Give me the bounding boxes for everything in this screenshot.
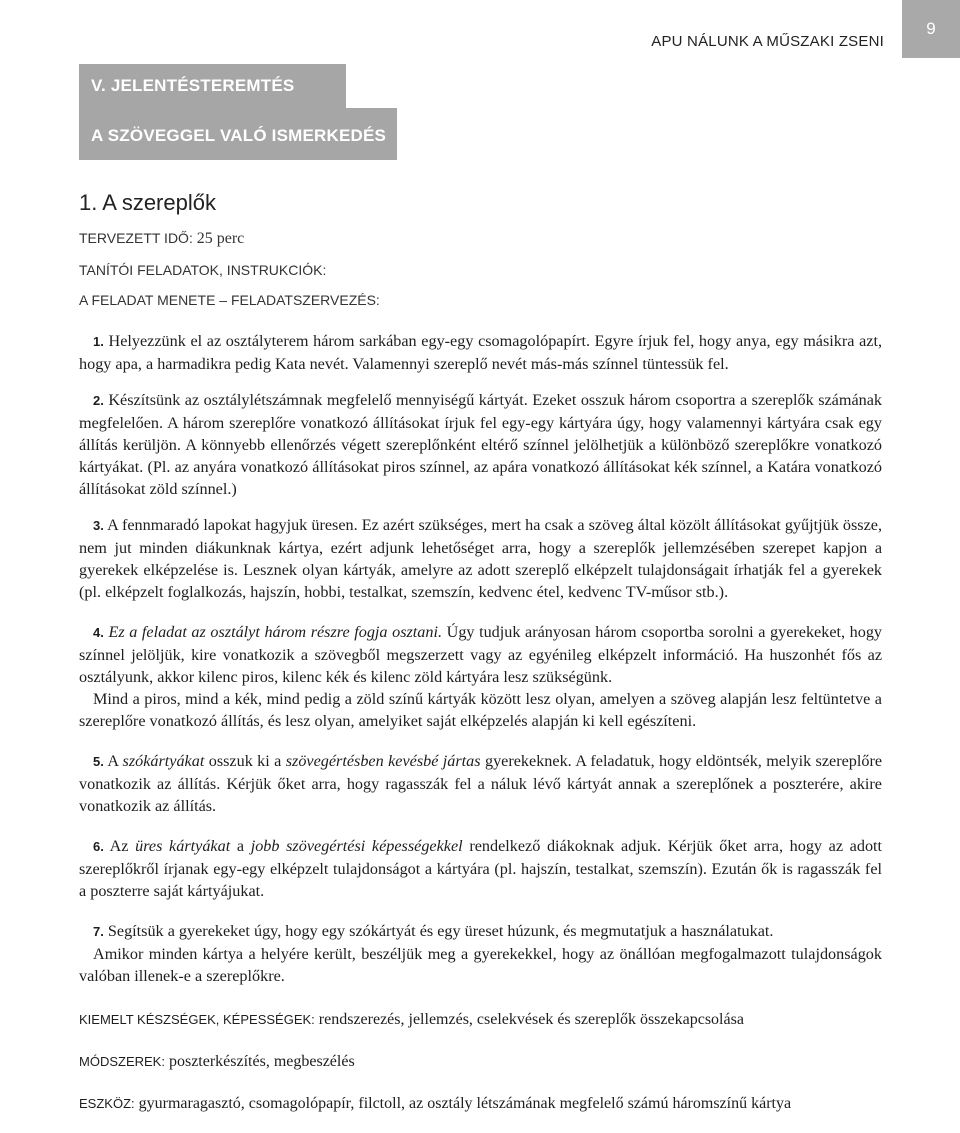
- process-label: A FELADAT MENETE – FELADATSZERVEZÉS:: [79, 292, 380, 308]
- step-7-continuation: Amikor minden kártya a helyére került, beszéljük meg a gyerekekkel, hogy az önállóan megfogalmazott tulajdonságok valóban illenek-e a szereplőkre.: [79, 945, 882, 985]
- step-number: 7.: [93, 924, 104, 939]
- methods-line: [79, 1053, 882, 1071]
- page-number: 9: [902, 0, 960, 58]
- step-text: Az: [109, 837, 129, 855]
- step-emphasis: üres kártyákat: [135, 837, 231, 855]
- step-text: Helyezzünk el az osztályterem három sarkában egy-egy csomagolópapírt. Egyre írjuk fel, hogy anya, egy másikra azt, hogy apa, a harmadikra pedig Kata nevét. Valamennyi szereplő nevét más-más színnel tüntessük fel.: [79, 332, 883, 373]
- section-banner: A SZÖVEGGEL VALÓ ISMERKEDÉS: [79, 108, 397, 160]
- step-text: A fennmaradó lapokat hagyjuk üresen. Ez azért szükséges, mert ha csak a szöveg által közölt állításokat gyűjtjük össze, nem jut minden diákunknak kártya, ezért adjunk lehetőséget arra, hogy a szereplők jellemzésében szerepet kapjon a gyerekek elképzelése is. Lesznek olyan kártyák, amelyre az adott szereplő elképzelt tulajdonságait írhatják fel a gyerekek (pl. elképzelt foglalkozás, hajszín, hobbi, testalkat, szemszín, kedvenc étel, kedvenc TV-műsor stb.).: [79, 516, 883, 601]
- step-emphasis: szókártyákat: [122, 752, 205, 770]
- step-number: 6.: [93, 839, 104, 854]
- step-text: A: [107, 752, 119, 770]
- step-text: gyerekeknek. A feladatuk, hogy eldöntsék, melyik szereplőre vonatkozik az állítás. Kérjük őket arra, hogy ragasszák fel a náluk lévő kártyát annak a szereplőnek a poszterére, akire vonatkozik az állítás.: [79, 752, 883, 815]
- tasks-label: TANÍTÓI FELADATOK, INSTRUKCIÓK:: [79, 262, 327, 278]
- chapter-banner: V. JELENTÉSTEREMTÉS: [79, 64, 346, 108]
- methods-value: poszterkészítés, megbeszélés: [168, 1053, 355, 1070]
- methods-label: MÓDSZEREK:: [79, 1054, 165, 1069]
- step-text: a: [236, 837, 245, 855]
- step-text: Készítsünk az osztálylétszámnak megfelelő mennyiségű kártyát. Ezeket osszuk három csoportra a szereplők számának megfelelően. A három szereplőre vonatkozó állításokat írjuk fel egy-egy kártyára úgy, hogy valamennyi kártyára csak egy állítás kerüljön. A könnyebb ellenőrzés végett szereplőnként eltérő színnel jelölhetjük a különböző szereplőkre vonatkozó kártyákat. (Pl. az anyára vonatkozó állításokat piros színnel, az apára vonatkozó állításokat kék színnel, a Katára vonatkozó állításokat zöld színnel.): [79, 391, 883, 498]
- tools-value: gyurmaragasztó, csomagolópapír, filctoll, az osztály létszámának megfelelő számú háromszínű kártya: [138, 1095, 792, 1112]
- tools-line: [79, 1095, 882, 1113]
- step-text: rendelkező diákoknak adjuk. Kérjük őket arra, hogy az adott szereplőkről írjanak egy-egy elképzelt tulajdonságot a kártyára (pl. hajszín, testalkat, szemszín). Ezután ők is ragasszák fel a poszterre saját kártyájukat.: [79, 837, 883, 900]
- page-content: [79, 190, 882, 1113]
- step-number: 3.: [93, 518, 104, 533]
- step-emphasis: szövegértésben kevésbé jártas: [285, 752, 481, 770]
- skills-value: rendszerezés, jellemzés, cselekvések és szereplők összekapcsolása: [318, 1011, 744, 1028]
- tools-label: ESZKÖZ:: [79, 1096, 135, 1111]
- step-emphasis: Ez a feladat az osztályt három részre fogja osztani.: [108, 623, 443, 641]
- step-number: 4.: [93, 625, 104, 640]
- step-3: [79, 514, 882, 603]
- step-text: Úgy tudjuk arányosan három csoportba sorolni a gyerekeket, hogy színnel jelöljük, kire vonatkozik a szövegből megszerzett vagy az egyénileg elképzelt információ. Ha huszonhét fős az osztályunk, akkor kilenc piros, kilenc kék és kilenc zöld kártyára lesz szükségünk.: [79, 623, 883, 686]
- step-text: Segítsük a gyerekeket úgy, hogy egy szókártyát és egy üreset húzunk, és megmutatjuk a használatukat.: [107, 922, 774, 940]
- planned-time: [79, 230, 882, 248]
- step-text: osszuk ki a: [208, 752, 282, 770]
- lesson-heading: 1. A szereplők: [79, 190, 216, 215]
- step-1: [79, 330, 882, 375]
- step-7: [79, 920, 882, 943]
- step-number: 1.: [93, 334, 104, 349]
- step-number: 5.: [93, 754, 104, 769]
- planned-time-value: 25 perc: [196, 230, 245, 247]
- step-6: [79, 835, 882, 902]
- step-4: [79, 621, 882, 688]
- step-2: [79, 389, 882, 500]
- running-header: APU NÁLUNK A MŰSZAKI ZSENI: [651, 33, 884, 50]
- step-number: 2.: [93, 393, 104, 408]
- planned-time-label: TERVEZETT IDŐ:: [79, 230, 193, 246]
- skills-label: KIEMELT KÉSZSÉGEK, KÉPESSÉGEK:: [79, 1012, 315, 1027]
- step-5: [79, 750, 882, 817]
- skills-line: [79, 1011, 882, 1029]
- step-emphasis: jobb szövegértési képességekkel: [250, 837, 463, 855]
- step-4-continuation: Mind a piros, mind a kék, mind pedig a zöld színű kártyák között lesz olyan, amelyen a szöveg alapján lesz feltüntetve a szereplőre vonatkozó állítás, és lesz olyan, amelyiket saját elképzelés alapján ki kell egészíteni.: [79, 690, 882, 730]
